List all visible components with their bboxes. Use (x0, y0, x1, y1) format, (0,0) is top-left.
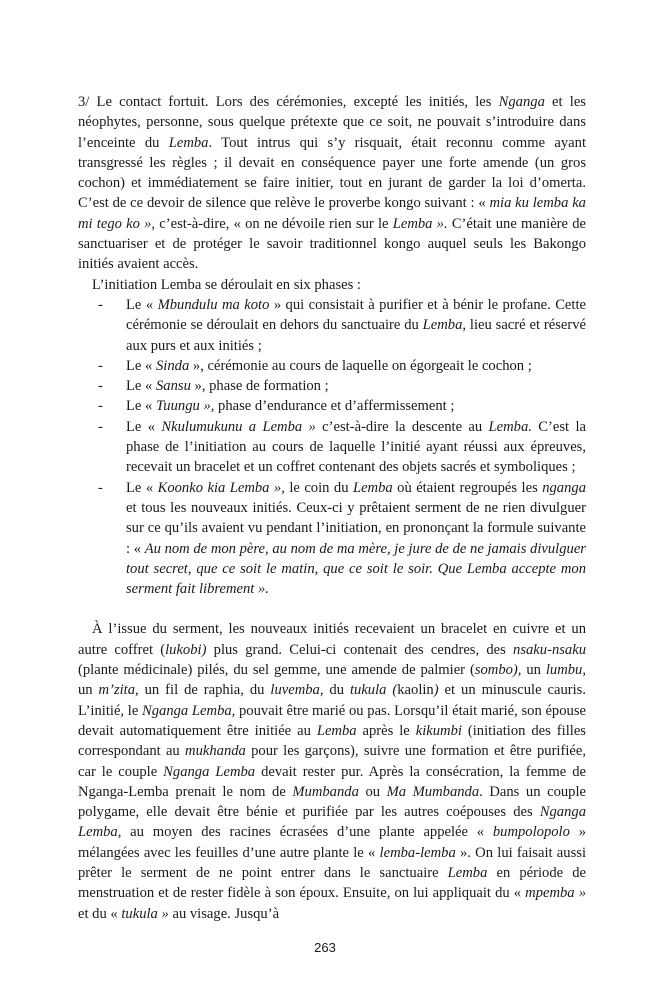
phase-item (78, 478, 586, 600)
italic-term: Nganga Lemba, (142, 702, 236, 719)
italic-term: mia ku lemba ka mi tego ko », (78, 195, 586, 232)
phase-text: Le « Nkulumukunu a Lemba » c’est-à-dire la descente au Lemba. C’est la phase de l’initiation au cours de laquelle l’initié ayant réussi aux épreuves, recevait un bracelet et un coffret contenant des objets sacrés et symboliques ; (126, 418, 586, 476)
phase-text: Le « Sansu », phase de formation ; (126, 378, 329, 395)
italic-term: Nkulumukunu a Lemba » (161, 418, 316, 435)
italic-term: lukobi) (165, 641, 207, 658)
list-dash: - (98, 398, 103, 415)
italic-term: Ma Mumbanda (386, 783, 480, 800)
italic-term: nsaku-nsaku (513, 641, 586, 658)
italic-term: Nganga Lemba (163, 763, 256, 780)
phase-item (78, 417, 586, 478)
italic-term: bumpolopolo (492, 824, 570, 841)
page-body (78, 92, 586, 924)
italic-term: mukhanda (185, 743, 246, 760)
phase-item (78, 295, 586, 356)
paragraph-spacer (78, 599, 586, 619)
paragraph-contact-fortuit: 3/ Le contact fortuit. Lors des cérémonies, excepté les initiés, les Nganga et les néophytes, personne, sous quelque prétexte que ce soit, ne pouvait s’introduire dans l’enceinte du Lemba. Tout intrus qui s’y risquait, était reconnu comme ayant transgressé les règles ; il devait en conséquence payer une forte amende (un gros cochon) et immédiatement se faire initier, tout en jurant de garder la loi d’omerta. C’est de ce devoir de silence que relève le proverbe kongo suivant : « mia ku lemba ka mi tego ko », c’est-à-dire, « on ne dévoile rien sur le Lemba ». C’était une manière de sanctuariser et de protéger le savoir traditionnel kongo auquel seuls les Bakongo initiés avaient accès. (78, 94, 587, 273)
italic-term: Sansu (156, 378, 191, 395)
phase-text: Le « Koonko kia Lemba », le coin du Lemba où étaient regroupés les nganga et tous les nouveaux initiés. Ceux-ci y prêtaient serment de ne rien divulguer sur ce qu’ils avaient vu pendant l’initiation, en prononçant la formule suivante : « Au nom de mon père, au nom de ma mère, je jure de de ne jamais divulguer tout secret, que ce soit le matin, que ce soit le soir. Que Lemba accepte mon serment fait librement ». (126, 479, 586, 598)
italic-term: Lemba (168, 134, 209, 151)
phase-text: Le « Tuungu », phase d’endurance et d’affermissement ; (126, 398, 455, 415)
italic-term: Au nom de mon père, au nom de ma mère, je jure de de ne jamais divulguer tout secret, que ce soit le matin, que ce soit le soir. Que Lemba accepte mon serment fait librement ». (126, 540, 586, 598)
italic-term: Sinda (156, 357, 190, 374)
paragraph-issue-du-serment: À l’issue du serment, les nouveaux initiés recevaient un bracelet en cuivre et un autre coffret (lukobi) plus grand. Celui-ci contenait des cendres, des nsaku-nsaku (plante médicinale) pilés, du sel gemme, une amende de palmier (sombo), un lumbu, un m’zita, un fil de raphia, du luvemba, du tukula (kaolin) et un minuscule cauris. L’initié, le Nganga Lemba, pouvait être marié ou pas. Lorsqu’il était marié, son épouse devait automatiquement être initiée au Lemba après le kikumbi (initiation des filles correspondant au mukhanda pour les garçons), suivre une formation et être purifiée, car le couple Nganga Lemba devait rester pur. Après la consécration, la femme de Nganga-Lemba prenait le nom de Mumbanda ou Ma Mumbanda. Dans un couple polygame, elle devait être bénie et purifiée par les autres coépouses des Nganga Lemba, au moyen des racines écrasées d’une plante appelée « bumpolopolo » mélangées avec les feuilles d’une autre plante le « lemba-lemba ». On lui faisait aussi prêter le serment de ne point entrer dans le sanctuaire Lemba en période de menstruation et de rester fidèle à son époux. Ensuite, on lui appliquait du « mpemba » et du « tukula » au visage. Jusqu’à (78, 621, 586, 922)
phase-item (78, 356, 586, 376)
italic-term: Mumbanda (292, 783, 359, 800)
italic-term: lumbu, (545, 662, 586, 679)
italic-term: nganga (542, 479, 586, 496)
phase-list (78, 295, 586, 599)
italic-term: Mbundulu ma koto (157, 296, 270, 313)
italic-term: tukula ( (349, 682, 398, 699)
list-dash: - (98, 357, 103, 374)
italic-term: Lemba. (488, 418, 532, 435)
italic-term: ) (433, 682, 439, 699)
italic-term: Lemba (352, 479, 393, 496)
italic-term: m’zita, (98, 682, 139, 699)
italic-term: mpemba » (525, 885, 586, 902)
list-dash: - (98, 479, 103, 496)
italic-term: Lemba (447, 864, 488, 881)
italic-term: lemba-lemba (379, 844, 456, 861)
phase-item (78, 396, 586, 416)
phase-text: Le « Sinda », cérémonie au cours de laquelle on égorgeait le cochon ; (126, 357, 532, 374)
italic-term: Nganga (498, 94, 545, 110)
italic-term: luvemba, (270, 682, 324, 699)
italic-term: Tuungu », (156, 398, 215, 415)
italic-term: kikumbi (415, 722, 462, 739)
italic-term: sombo), (474, 662, 522, 679)
italic-term: Lemba (316, 722, 357, 739)
italic-term: Koonko kia Lemba », (157, 479, 285, 496)
phase-item (78, 376, 586, 396)
phase-text: Le « Mbundulu ma koto » qui consistait à purifier et à bénir le profane. Cette cérémonie se déroulait en dehors du sanctuaire du Lemba, lieu sacré et réservé aux purs et aux initiés ; (126, 296, 586, 354)
italic-term: tukula » (121, 905, 169, 922)
italic-term: Nganga Lemba, (78, 804, 586, 841)
list-dash: - (98, 418, 103, 435)
italic-term: Lemba ». (392, 215, 448, 232)
phases-intro: L’initiation Lemba se déroulait en six phases : (92, 276, 361, 293)
list-dash: - (98, 296, 103, 313)
list-dash: - (98, 378, 103, 395)
page-number: 263 (314, 940, 336, 955)
italic-term: Lemba (422, 317, 463, 334)
